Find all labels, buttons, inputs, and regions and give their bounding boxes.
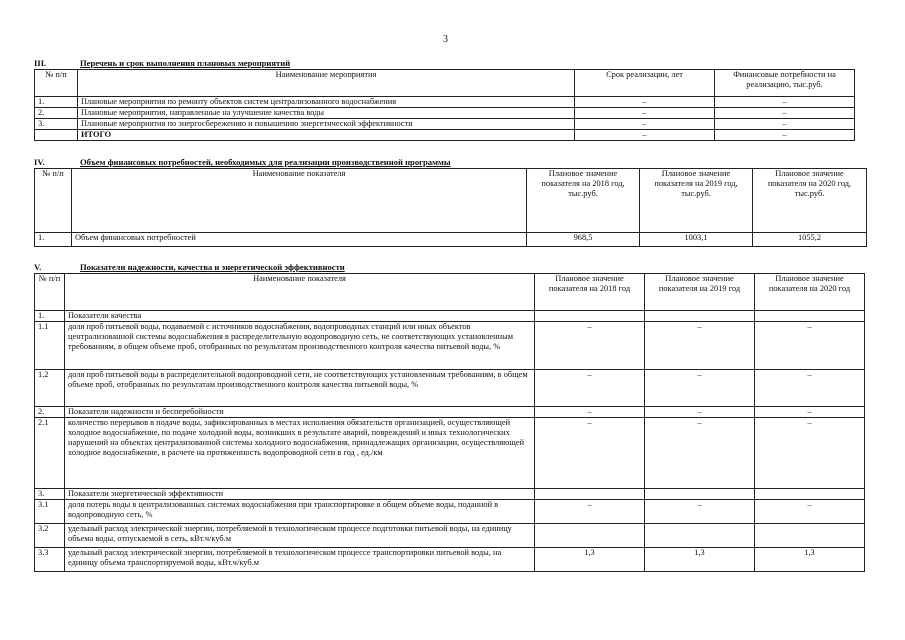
col-header-term: Срок реализации, лет (575, 70, 715, 97)
row-value-2018 (535, 524, 645, 548)
row-finance: – (715, 119, 855, 130)
row-number: 1. (35, 97, 78, 108)
row-name: доля потерь воды в централизованных системах водоснабжения при транспортировке в общем объеме воды, поданной в водопроводную сеть, % (65, 500, 535, 524)
row-term: – (575, 119, 715, 130)
row-value-2018: 968,5 (527, 233, 640, 247)
col-header-number: № п/п (35, 70, 78, 97)
table-row (35, 524, 865, 548)
row-value-2018: 1,3 (535, 548, 645, 572)
table-row (35, 500, 865, 524)
row-name: количество перерывов в подаче воды, зафиксированных в местах исполнения обязательств организацией, осуществляющей холодное водоснабжение, по подаче холодной воды, возникших в результате аварий, повреждений и иных технологических нарушений на объектах централизованной системы холодного водоснабжения, принадлежащих организации, осуществляющей холодное водоснабжение, в расчете на протяженность водопроводной сети в год , ед./км (65, 418, 535, 489)
row-value-2020 (755, 524, 865, 548)
row-term: – (575, 108, 715, 119)
table-row (35, 119, 855, 130)
row-number: 1. (35, 311, 65, 322)
section-3-title: Перечень и срок выполнения плановых мероприятий (80, 58, 291, 68)
row-term: – (575, 97, 715, 108)
row-finance: – (715, 97, 855, 108)
row-value-2019 (645, 524, 755, 548)
table-row (35, 322, 865, 370)
row-value-2020: – (755, 407, 865, 418)
col-header-name: Наименование показателя (72, 169, 527, 233)
row-value-2020 (755, 489, 865, 500)
table-row (35, 370, 865, 407)
row-value-2020 (755, 311, 865, 322)
row-value-2018: – (535, 322, 645, 370)
row-value-2019: – (645, 322, 755, 370)
section-5-table (34, 273, 865, 572)
row-name: Показатели качества (65, 311, 535, 322)
total-row (35, 130, 855, 141)
col-header-2019: Плановое значение показателя на 2019 год (645, 274, 755, 311)
total-label: ИТОГО (78, 130, 575, 141)
row-name: Плановые мероприятия по энергосбережению и повышению энергетической эффективности (78, 119, 575, 130)
row-value-2019: – (645, 500, 755, 524)
col-header-number: № п/п (35, 274, 65, 311)
row-number: 1.1 (35, 322, 65, 370)
section-4-title: Объем финансовых потребностей, необходимых для реализации производственной программы (80, 157, 451, 167)
table-header-row (35, 70, 855, 97)
row-value-2019 (645, 489, 755, 500)
section-3-heading (34, 58, 290, 68)
table-row (35, 233, 867, 247)
row-number: 3.2 (35, 524, 65, 548)
table-row (35, 489, 865, 500)
row-value-2018: – (535, 500, 645, 524)
row-value-2020: – (755, 370, 865, 407)
table-row (35, 97, 855, 108)
col-header-name: Наименование показателя (65, 274, 535, 311)
row-number: 2. (35, 108, 78, 119)
section-4-heading (34, 157, 451, 167)
row-number: 3.1 (35, 500, 65, 524)
row-number (35, 130, 78, 141)
section-3-table (34, 69, 855, 141)
row-value-2020: – (755, 322, 865, 370)
row-value-2018 (535, 311, 645, 322)
total-finance: – (715, 130, 855, 141)
col-header-2019: Плановое значение показателя на 2019 год, тыс.руб. (640, 169, 753, 233)
table-header-row (35, 274, 865, 311)
section-5-heading (34, 262, 345, 272)
row-name: доля проб питьевой воды в распределительной водопроводной сети, не соответствующих установленным требованиям, в общем объеме проб, отобранных по результатам производственного контроля качества питьевой воды, % (65, 370, 535, 407)
row-name: удельный расход электрической энергии, потребляемой в технологическом процессе подготовки питьевой воды, на единицу объема воды, отпускаемой в сеть, кВт.ч/куб.м (65, 524, 535, 548)
row-name: удельный расход электрической энергии, потребляемой в технологическом процессе транспортировки питьевой воды, на единицу объема транспортируемой воды, кВт.ч/куб.м (65, 548, 535, 572)
total-term: – (575, 130, 715, 141)
table-row (35, 311, 865, 322)
row-value-2019: 1003,1 (640, 233, 753, 247)
row-name: Объем финансовых потребностей (72, 233, 527, 247)
row-number: 2.1 (35, 418, 65, 489)
row-number: 3.3 (35, 548, 65, 572)
row-number: 1.2 (35, 370, 65, 407)
row-number: 3. (35, 489, 65, 500)
page-number: 3 (443, 34, 448, 45)
row-name: Плановые мероприятия, направленные на улучшение качества воды (78, 108, 575, 119)
row-value-2018: – (535, 407, 645, 418)
col-header-name: Наименование мероприятия (78, 70, 575, 97)
section-5-number: V. (34, 262, 42, 272)
table-row (35, 418, 865, 489)
row-value-2020: – (755, 500, 865, 524)
row-value-2018: – (535, 418, 645, 489)
table-row (35, 548, 865, 572)
row-name: доля проб питьевой воды, подаваемой с источников водоснабжения, водопроводных станций или иных объектов централизованной системы водоснабжения в распределительную водопроводную сеть, не соответствующих установленным требованиям, в общем объеме проб, отобранных по результатам производственного контроля качества питьевой воды, % (65, 322, 535, 370)
row-value-2019: – (645, 418, 755, 489)
row-value-2020: 1055,2 (753, 233, 867, 247)
row-value-2020: 1,3 (755, 548, 865, 572)
col-header-2020: Плановое значение показателя на 2020 год (755, 274, 865, 311)
row-name: Показатели энергетической эффективности (65, 489, 535, 500)
table-row (35, 407, 865, 418)
section-3-number: III. (34, 58, 47, 68)
row-value-2019: – (645, 407, 755, 418)
row-value-2018: – (535, 370, 645, 407)
table-row (35, 108, 855, 119)
row-value-2019 (645, 311, 755, 322)
section-4-table (34, 168, 867, 247)
row-number: 1. (35, 233, 72, 247)
row-value-2020: – (755, 418, 865, 489)
row-finance: – (715, 108, 855, 119)
col-header-finance: Финансовые потребности на реализацию, тыс.руб. (715, 70, 855, 97)
table-header-row (35, 169, 867, 233)
row-number: 2. (35, 407, 65, 418)
row-number: 3. (35, 119, 78, 130)
row-value-2019: – (645, 370, 755, 407)
row-name: Показатели надежности и бесперебойности (65, 407, 535, 418)
row-name: Плановые мероприятия по ремонту объектов систем централизованного водоснабжения (78, 97, 575, 108)
col-header-2018: Плановое значение показателя на 2018 год (535, 274, 645, 311)
row-value-2018 (535, 489, 645, 500)
col-header-2018: Плановое значение показателя на 2018 год, тыс.руб. (527, 169, 640, 233)
section-5-title: Показатели надежности, качества и энергетической эффективности (80, 262, 345, 272)
section-4-number: IV. (34, 157, 45, 167)
col-header-number: № п/п (35, 169, 72, 233)
row-value-2019: 1,3 (645, 548, 755, 572)
col-header-2020: Плановое значение показателя на 2020 год, тыс.руб. (753, 169, 867, 233)
